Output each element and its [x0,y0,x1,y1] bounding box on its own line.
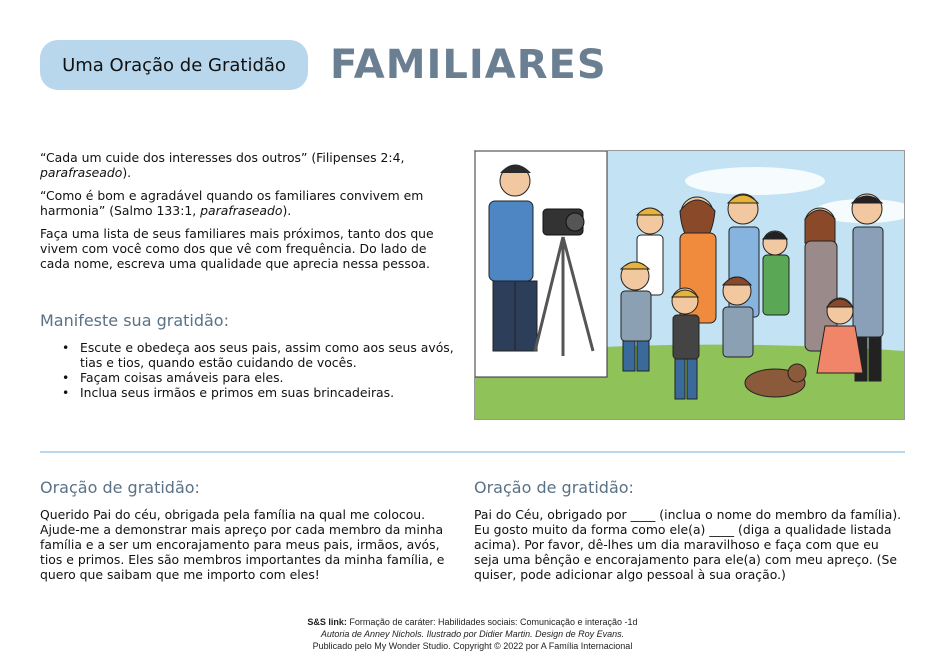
footer-publisher: Publicado pelo My Wonder Studio. Copyright © 2022 por A Família Internacional [312,641,633,651]
page-title: FAMILIARES [330,42,607,88]
header-pill [40,40,308,90]
intro-instructions: Faça uma lista de seus familiares mais próximos, tanto dos que vivem com você como dos que vê com frequência. Do lado de cada nome, escreva uma qualidade que aprecia nessa pessoa. [40,226,434,271]
intro-section [40,150,455,279]
footer [0,616,945,652]
pill-label: Uma Oração de Gratidão [62,54,286,76]
family-photo-illustration [475,151,905,420]
footer-credits: Autoria de Anney Nichols. Ilustrado por Didier Martin. Design de Roy Evans. [320,629,625,639]
footer-link-line: S&S link: Formação de caráter: Habilidades sociais: Comunicação e interação -1d [307,617,638,627]
list-item: • Inclua seus irmãos e primos em suas brincadeiras. [60,385,460,400]
prayer-left-heading: Oração de gratidão: [40,478,200,497]
prayer-right-text: Pai do Céu, obrigado por ____ (inclua o nome do membro da família). Eu gosto muito da forma como ele(a) ____ (diga a qualidade listada acima). Por favor, dê-lhes um dia maravilhoso e faça com que eu seja uma bênção e encorajamento para ele(a) com meu apreço. (Se quiser, pode adicionar algo pessoal à sua oração.) [474,507,902,582]
section-divider [40,451,905,453]
list-item: • Escute e obedeça aos seus pais, assim como aos seus avós, tias e tios, quando estão cuidando de vocês. [60,340,460,370]
intro-verse-2: “Como é bom e agradável quando os familiares convivem em harmonia” (Salmo 133:1, parafraseado). [40,188,424,218]
prayer-right-heading: Oração de gratidão: [474,478,634,497]
gratitude-heading: Manifeste sua gratidão: [40,311,229,330]
intro-verse-1: “Cada um cuide dos interesses dos outros” (Filipenses 2:4, parafraseado). [40,150,405,180]
list-item: • Façam coisas amáveis para eles. [60,370,460,385]
prayer-left-text: Querido Pai do céu, obrigada pela família na qual me colocou. Ajude-me a demonstrar mais apreço por cada membro da minha família e a ser um encorajamento para meus pais, irmãos, avós, tios e primos. Eles são membros importantes da minha família, e quero que saibam que me importo com eles! [40,507,445,582]
family-illustration [474,150,905,420]
gratitude-list [60,340,460,400]
